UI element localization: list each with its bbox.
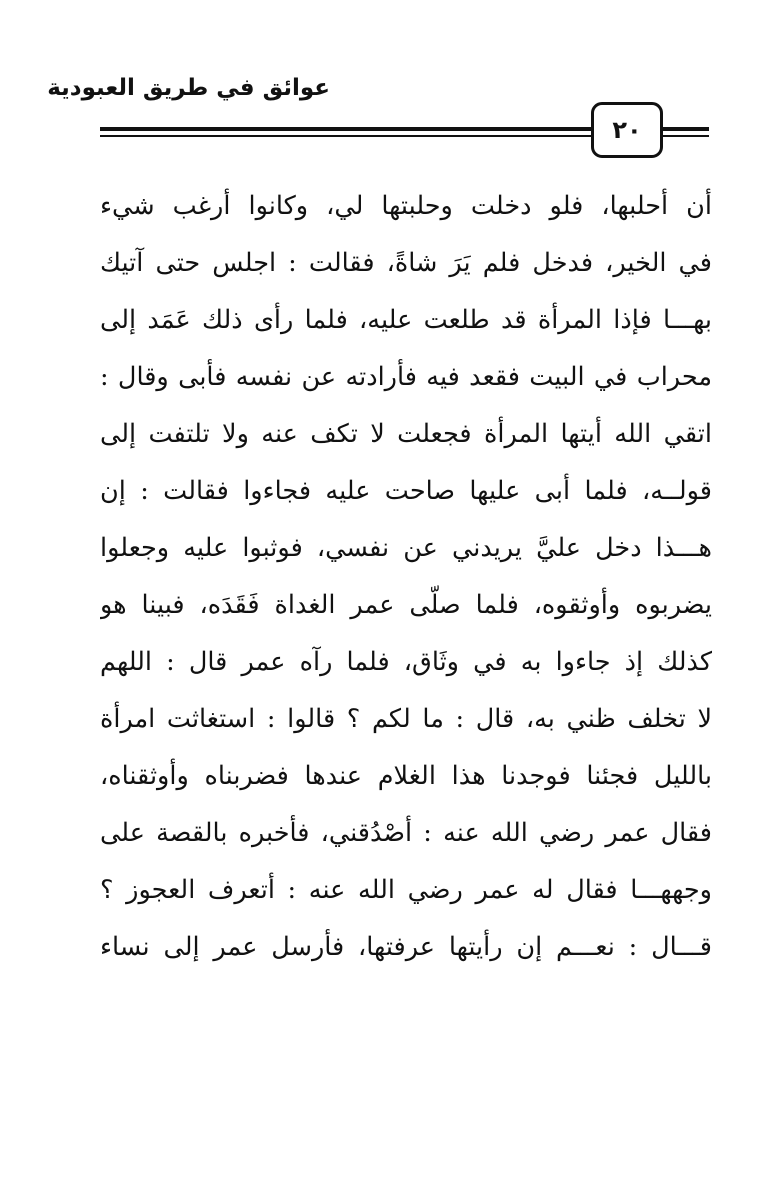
text-line: فقال عمر رضي الله عنه : أصْدُقني، فأخبره بالقصة على [100,818,712,848]
header-rule-thick-right [661,127,709,131]
running-header-title: عوائق في طريق العبودية [47,75,330,101]
text-line: يضربوه وأوثقوه، فلما صلّى عمر الغداة فَقَدَه، فبينا هو [100,590,712,620]
text-line: أن أحلبها، فلو دخلت وحلبتها لي، وكانوا أرغب شيء [100,191,712,221]
header-rule-thin [100,135,591,137]
body-text [100,178,712,976]
text-line: في الخير، فدخل فلم يَرَ شاةً، فقالت : اجلس حتى آتيك [100,248,712,278]
header-rule-thick [100,127,591,131]
text-line: هـــذا دخل عليَّ يريدني عن نفسي، فوثبوا عليه وجعلوا [100,533,712,563]
text-line: محراب في البيت فقعد فيه فأرادته عن نفسه فأبى وقال : [100,362,712,392]
text-line: وجههـــا فقال له عمر رضي الله عنه : أتعرف العجوز ؟ [100,875,712,905]
text-line: اتقي الله أيتها المرأة فجعلت لا تكف عنه ولا تلتفت إلى [100,419,712,449]
text-line: لا تخلف ظني به، قال : ما لكم ؟ قالوا : استغاثت امرأة [100,704,712,734]
header-rule-thin-right [661,135,709,137]
page-number: ٢٠ [612,116,642,144]
text-line: كذلك إذ جاءوا به في وثَاق، فلما رآه عمر قال : اللهم [100,647,712,677]
text-line: قـــال : نعـــم إن رأيتها عرفتها، فأرسل عمر إلى نساء [100,932,712,962]
text-line: قولــه، فلما أبى عليها صاحت عليه فجاءوا فقالت : إن [100,476,712,506]
page-number-box [591,102,663,158]
text-line: بهـــا فإذا المرأة قد طلعت عليه، فلما رأى ذلك عَمَد إلى [100,305,712,335]
text-line: بالليل فجئنا فوجدنا هذا الغلام عندها فضربناه وأوثقناه، [100,761,712,791]
